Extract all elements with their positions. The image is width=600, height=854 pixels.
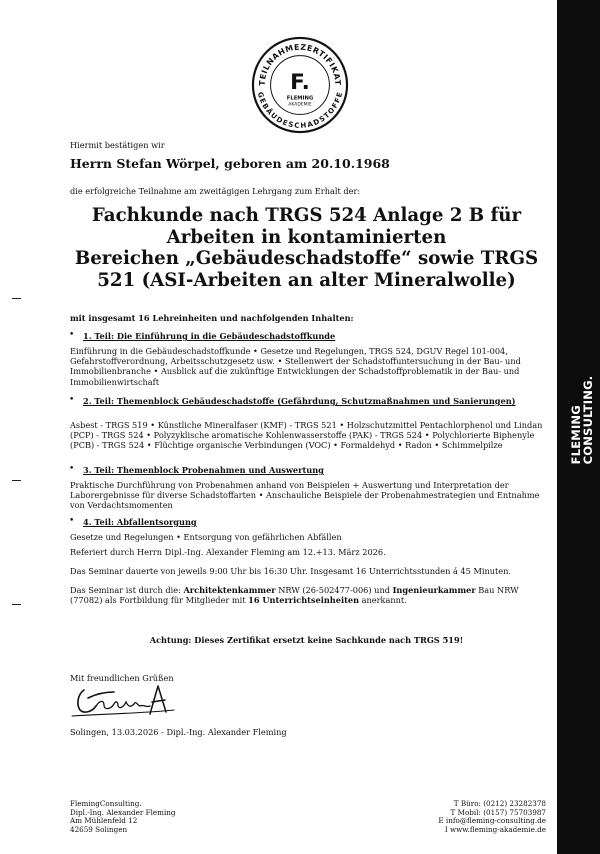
accreditation-post: anerkannt. — [359, 595, 407, 606]
footer-contact — [438, 800, 546, 834]
section-heading-1: 1. Teil: Die Einführung in die Gebäudeschadstoffkunde — [83, 331, 336, 341]
section-bullet — [70, 399, 75, 404]
side-brand-line1: FLEMING — [569, 405, 583, 465]
section-heading-4: 4. Teil: Abfallentsorgung — [83, 517, 197, 527]
footer-phone-mobile: T Mobil: (0157) 75703987 — [450, 807, 546, 817]
intro-text: Hiermit bestätigen wir — [70, 140, 165, 150]
participation-text: die erfolgreiche Teilnahme am zweitägigen Lehrgang zum Erhalt der: — [70, 186, 361, 196]
section-text-3: Praktische Durchführung von Probenahmen anhand von Beispielen + Auswertung und Interpretation der Laborergebnisse für diverse Schadstoffarten • Anschauliche Beispiele der Probenahmestrategien und Entnahme von Verdachtsmomenten — [70, 480, 540, 511]
footer-company — [70, 800, 175, 834]
footer-email: E info@fleming-consulting.de — [438, 816, 546, 826]
section-text-1: Einführung in die Gebäudeschadstoffkunde • Gesetze und Regelungen, TRGS 524, DGUV Regel 101-004, Gefahrstoffverordnung, Arbeitsschutzgesetz usw. • Stellenwert der Schadstoffuntersuchung in der Bau- und Immobilienbranche • Ausblick auf die zukünftige Entwicklungen der Schadstoffproblematik in der Bau- und Immobilienwirtschaft — [70, 346, 521, 387]
seal-ring-bottom: GEBÄUDESCHADSTOFFE — [255, 90, 345, 130]
fold-mark — [12, 604, 21, 605]
fold-mark — [12, 298, 21, 299]
units-line: mit insgesamt 16 Lehreinheiten und nachfolgenden Inhalten: — [70, 313, 354, 323]
accreditation-units: 16 Unterrichtseinheiten — [248, 595, 360, 606]
warning-text: Achtung: Dieses Zertifikat ersetzt keine Sachkunde nach TRGS 519! — [149, 635, 464, 645]
accreditation-chamber-1: Architektenkammer — [183, 585, 276, 595]
footer-website: I www.fleming-akademie.de — [444, 824, 546, 834]
title-line: Fachkunde nach TRGS 524 Anlage 2 B für — [91, 205, 522, 226]
recipient-name: Herrn Stefan Wörpel, geboren am 20.10.1968 — [70, 156, 390, 171]
accreditation-pre: Das Seminar ist durch die: — [70, 585, 184, 595]
footer-left-line: 42659 Solingen — [70, 824, 128, 834]
accreditation-chamber-2: Ingenieurkammer — [392, 585, 476, 595]
signature-image — [66, 680, 186, 720]
referent-text: Referiert durch Herrn Dipl.-Ing. Alexander Fleming am 12.+13. März 2026. — [70, 547, 386, 557]
certificate-title — [64, 205, 549, 291]
place-date-signature: Solingen, 13.03.2026 - Dipl.-Ing. Alexander Fleming — [70, 727, 287, 737]
section-bullet — [70, 468, 75, 473]
certificate-seal — [251, 36, 349, 134]
footer-left-line: Dipl.-Ing. Alexander Fleming — [70, 807, 176, 817]
title-line: Arbeiten in kontaminierten — [166, 226, 447, 248]
footer-left-line: FlemingConsulting. — [70, 799, 142, 808]
section-heading-2: 2. Teil: Themenblock Gebäudeschadstoffe (Gefährdung, Schutzmaßnahmen und Sanierungen) — [83, 396, 516, 406]
accreditation-text — [70, 585, 548, 605]
title-line: 521 (ASI-Arbeiten an alter Mineralwolle) — [97, 269, 516, 291]
section-text-2: Asbest - TRGS 519 • Künstliche Mineralfaser (KMF) - TRGS 521 • Holzschutzmittel Pentachlorphenol und Lindan (PCP) - TRGS 524 • Polyzyklische aromatische Kohlenwasserstoffe (PAK) - TRGS 524 • Polychlorierte Biphenyle (PCB) - TRGS 524 • Flüchtige organische Verbindungen (VOC) • Formaldehyd • Radon • Schimmelpilze — [70, 420, 543, 451]
fold-mark — [12, 480, 21, 481]
side-brand-text — [570, 376, 594, 465]
seal-ring-top: TEILNAHMEZERTIFIKAT — [257, 42, 343, 86]
footer-left-line: Am Mühlenfeld 12 — [70, 816, 138, 826]
seal-sub1: FLEMING — [286, 95, 314, 102]
side-brand-line2: CONSULTING. — [581, 375, 595, 465]
section-bullet — [70, 520, 75, 525]
section-bullet — [70, 334, 75, 339]
footer-phone-office: T Büro: (0212) 23282378 — [453, 799, 546, 808]
seal-sub2: AKADEMIE — [288, 102, 312, 108]
seal-logo: F. — [290, 69, 310, 95]
greeting-text: Mit freundlichen Grüßen — [70, 673, 174, 683]
accreditation-mid-1: NRW (26-502477-006) und — [275, 585, 393, 595]
title-line: Bereichen „Gebäudeschadstoffe“ sowie TRGS — [74, 248, 539, 269]
section-text-4: Gesetze und Regelungen • Entsorgung von gefährlichen Abfällen — [70, 532, 342, 542]
section-heading-3: 3. Teil: Themenblock Probenahmen und Auswertung — [83, 465, 324, 475]
duration-text: Das Seminar dauerte von jeweils 9:00 Uhr bis 16:30 Uhr. Insgesamt 16 Unterrichtsstunden á 45 Minuten. — [70, 566, 512, 576]
accreditation-mid-2: Bau NRW (77082) als Fortbildung für Mitglieder mit — [70, 585, 519, 606]
